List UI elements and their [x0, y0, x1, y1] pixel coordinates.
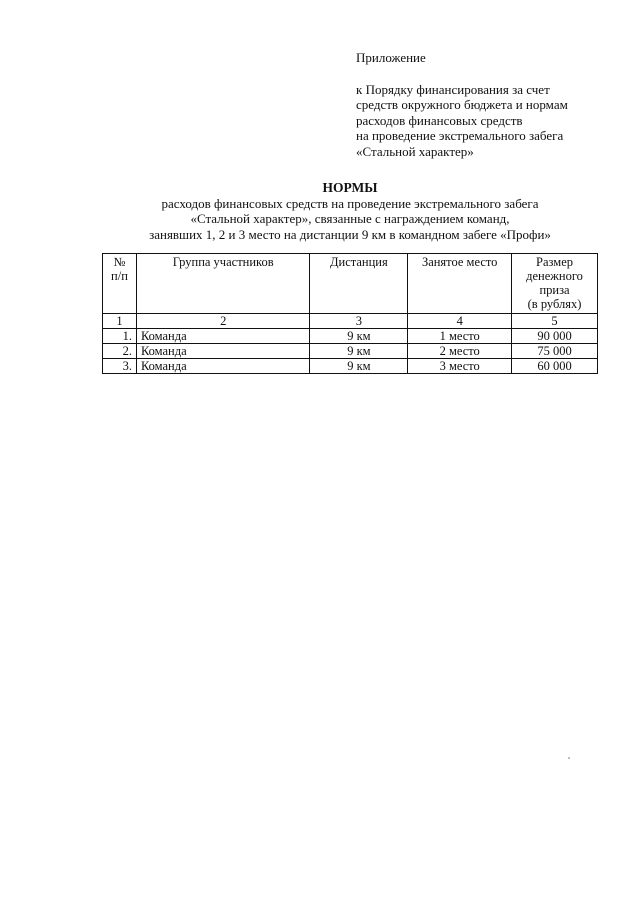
header-distance: Дистанция	[310, 254, 408, 314]
row-prize: 90 000	[512, 329, 598, 344]
column-number-row	[103, 314, 598, 329]
row-number: 1.	[103, 329, 137, 344]
table-row	[103, 344, 598, 359]
table-row	[103, 359, 598, 374]
appendix-line: «Стальной характер»	[356, 143, 474, 159]
header-num	[103, 254, 137, 314]
prize-table	[102, 253, 598, 374]
row-distance: 9 км	[310, 359, 408, 374]
header-num-line: №	[113, 255, 126, 269]
header-prize-line: денежного	[526, 269, 583, 283]
row-number: 3.	[103, 359, 137, 374]
column-number: 2	[136, 314, 310, 329]
row-prize: 75 000	[512, 344, 598, 359]
column-number: 3	[310, 314, 408, 329]
appendix-line: расходов финансовых средств	[356, 112, 523, 128]
column-number: 5	[512, 314, 598, 329]
appendix-line: на проведение экстремального забега	[356, 128, 564, 143]
norms-heading	[90, 180, 610, 242]
header-prize-line: Размер	[536, 255, 574, 269]
row-place: 1 место	[408, 329, 512, 344]
norms-subtitle-line: занявших 1, 2 и 3 место на дистанции 9 км в командном забеге «Профи»	[149, 226, 551, 242]
row-group: Команда	[136, 344, 310, 359]
header-prize	[512, 254, 598, 314]
row-prize: 60 000	[512, 359, 598, 374]
row-group: Команда	[136, 359, 310, 374]
appendix-block	[356, 50, 568, 159]
header-num-line: п/п	[111, 269, 128, 283]
norms-subtitle-line: «Стальной характер», связанные с награждением команд,	[190, 211, 510, 226]
table-header-row	[103, 254, 598, 314]
row-place: 2 место	[408, 344, 512, 359]
row-number: 2.	[103, 344, 137, 359]
row-distance: 9 км	[310, 344, 408, 359]
appendix-line: средств окружного бюджета и нормам	[356, 97, 568, 112]
appendix-title: Приложение	[356, 50, 426, 65]
column-number: 4	[408, 314, 512, 329]
norms-title: НОРМЫ	[322, 180, 378, 195]
header-prize-line: приза	[539, 283, 570, 297]
header-prize-line: (в рублях)	[527, 297, 582, 311]
column-number: 1	[103, 314, 137, 329]
appendix-line: к Порядку финансирования за счет	[356, 81, 550, 97]
header-group: Группа участников	[136, 254, 310, 314]
row-group: Команда	[136, 329, 310, 344]
header-place: Занятое место	[408, 254, 512, 314]
scan-speck	[568, 757, 570, 759]
table-row	[103, 329, 598, 344]
row-distance: 9 км	[310, 329, 408, 344]
norms-subtitle-line: расходов финансовых средств на проведение экстремального забега	[161, 195, 539, 211]
row-place: 3 место	[408, 359, 512, 374]
